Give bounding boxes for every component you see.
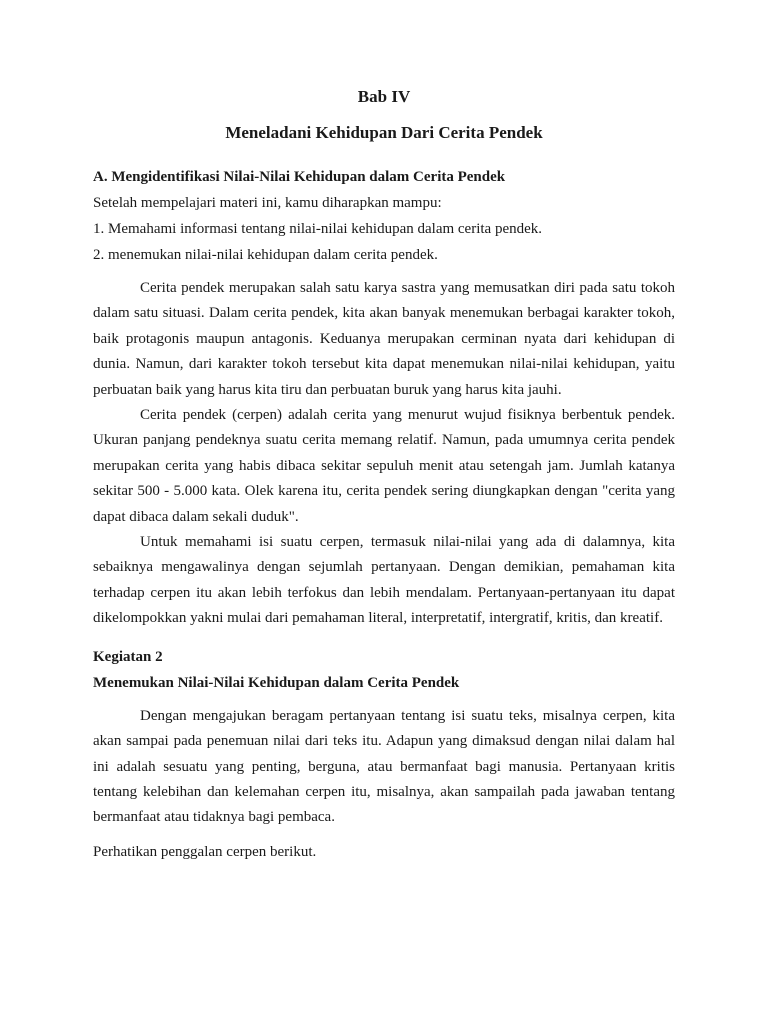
objective-item: 2. menemukan nilai-nilai kehidupan dalam cerita pendek. — [93, 247, 438, 263]
paragraph-questions: Untuk memahami isi suatu cerpen, termasuk nilai-nilai yang ada di dalamnya, kita sebaiknya mengawalinya dengan sejumlah pertanyaan. Dengan demikian, pemahaman kita terhadap cerpen itu akan lebih terfokus dan lebih mendalam. Pertanyaan-pertanyaan itu dapat dikelompokkan yakni mulai dari pemahaman literal, interpretatif, intergratif, kritis, dan kreatif. — [93, 534, 675, 627]
section-a-heading: A. Mengidentifikasi Nilai-Nilai Kehidupan dalam Cerita Pendek — [93, 169, 506, 185]
activity-paragraph: Dengan mengajukan beragam pertanyaan tentang isi suatu teks, misalnya cerpen, kita akan sampai pada penemuan nilai dari teks itu. Adapun yang dimaksud dengan nilai dalam hal ini adalah sesuatu yang penting, berguna, atau bermanfaat bagi manusia. Pertanyaan kritis tentang kelebihan dan kelemahan cerpen itu, misalnya, akan sampailah pada jawaban tentang bermanfaat atau tidaknya bagi pembaca. — [93, 707, 675, 826]
main-title: Meneladani Kehidupan Dari Cerita Pendek — [225, 123, 543, 142]
activity-heading: Menemukan Nilai-Nilai Kehidupan dalam Cerita Pendek — [93, 674, 460, 691]
paragraph-definition: Cerita pendek merupakan salah satu karya sastra yang memusatkan diri pada satu tokoh dalam satu situasi. Dalam cerita pendek, kita akan banyak menemukan berbagai karakter tokoh, baik protagonis maupun antagonis. Keduanya merupakan cerminan nyata dari kehidupan di dunia. Namun, dari karakter tokoh tersebut kita dapat menemukan nilai-nilai kehidupan, yaitu perbuatan baik yang harus kita tiru dan perbuatan buruk yang harus kita jauhi. — [93, 280, 675, 398]
document-body — [93, 164, 675, 865]
document-page — [93, 0, 675, 1024]
closing-line: Perhatikan penggalan cerpen berikut. — [93, 843, 317, 860]
objective-item: 1. Memahami informasi tentang nilai-nilai kehidupan dalam cerita pendek. — [93, 221, 543, 237]
chapter-title: Bab IV — [357, 87, 411, 106]
paragraph-length: Cerita pendek (cerpen) adalah cerita yang menurut wujud fisiknya berbentuk pendek. Ukuran panjang pendeknya suatu cerita memang relatif. Namun, pada umumnya cerita pendek merupakan cerita yang habis dibaca sekitar sepuluh menit atau setengah jam. Jumlah katanya sekitar 500 - 5.000 kata. Olek karena itu, cerita pendek sering diungkapkan dengan "cerita yang dapat dibaca dalam sekali duduk". — [93, 407, 675, 525]
objectives-intro: Setelah mempelajari materi ini, kamu diharapkan mampu: — [93, 195, 442, 211]
activity-label: Kegiatan 2 — [93, 648, 163, 665]
